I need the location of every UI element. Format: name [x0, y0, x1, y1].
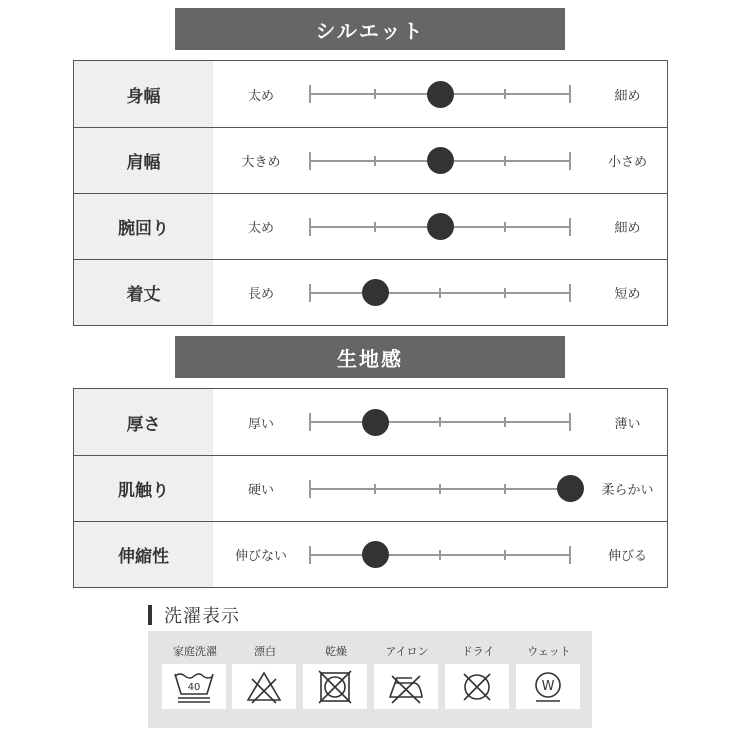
scale-right-label: 小さめ	[607, 155, 647, 170]
care-title-bar	[148, 605, 152, 625]
scale-left-label: 伸びない	[234, 549, 287, 564]
rating-scale	[310, 456, 570, 521]
rating-scale	[310, 194, 570, 259]
rating-marker	[427, 81, 454, 108]
care-label: ドライ	[461, 645, 495, 658]
care-label: ウェット	[527, 645, 571, 658]
rating-scale	[310, 522, 570, 587]
row-label: 肩幅	[74, 128, 213, 193]
row-label: 厚さ	[74, 389, 213, 455]
silhouette-row	[74, 193, 667, 259]
scale-tick	[439, 417, 441, 427]
scale-left-label: 厚い	[247, 416, 274, 432]
rating-marker	[362, 541, 389, 568]
scale-tick	[504, 550, 506, 560]
care-label: アイロン	[385, 645, 429, 658]
silhouette-title: シルエット	[175, 8, 565, 50]
no-iron-icon	[374, 664, 438, 709]
care-item-bleach	[232, 631, 298, 728]
care-item-wet-clean	[516, 631, 582, 728]
silhouette-row	[74, 259, 667, 325]
fabric-row	[74, 455, 667, 521]
scale-tick	[374, 156, 376, 166]
scale-left-label: 大きめ	[241, 155, 281, 170]
scale-tick	[374, 222, 376, 232]
rating-marker	[427, 147, 454, 174]
care-item-home-wash	[162, 631, 228, 728]
scale-tick	[569, 546, 571, 564]
rating-scale	[310, 61, 570, 127]
care-symbols-panel	[148, 631, 592, 728]
scale-right-label: 薄い	[614, 416, 641, 432]
care-section-header	[148, 603, 240, 627]
scale-tick	[309, 480, 311, 498]
scale-tick	[569, 284, 571, 302]
scale-tick	[374, 89, 376, 99]
row-label: 肌触り	[74, 456, 213, 521]
scale-right-label: 短め	[614, 287, 641, 302]
fabric-row	[74, 521, 667, 587]
rating-marker	[362, 409, 389, 436]
scale-left-label: 硬い	[247, 483, 274, 498]
scale-tick	[309, 152, 311, 170]
no-tumble-dry-icon	[303, 664, 367, 709]
rating-scale	[310, 260, 570, 325]
scale-left-label: 太め	[247, 221, 274, 236]
scale-tick	[309, 218, 311, 236]
silhouette-row	[74, 127, 667, 193]
no-bleach-icon	[232, 664, 296, 709]
scale-tick	[439, 288, 441, 298]
rating-marker	[557, 475, 584, 502]
scale-right-label: 細め	[614, 88, 641, 104]
row-label: 腕回り	[74, 194, 213, 259]
row-label: 伸縮性	[74, 522, 213, 587]
scale-tick	[309, 85, 311, 103]
scale-tick	[309, 413, 311, 431]
care-item-iron	[374, 631, 440, 728]
scale-tick	[504, 288, 506, 298]
scale-tick	[374, 484, 376, 494]
care-title: 洗濯表示	[164, 606, 240, 627]
rating-marker	[427, 213, 454, 240]
rating-scale	[310, 389, 570, 455]
scale-tick	[504, 417, 506, 427]
scale-tick	[504, 156, 506, 166]
scale-left-label: 太め	[247, 88, 274, 104]
scale-right-label: 細め	[614, 221, 641, 236]
wet-clean-letter: W	[541, 678, 555, 694]
no-dry-clean-icon	[445, 664, 509, 709]
scale-tick	[439, 550, 441, 560]
scale-tick	[439, 484, 441, 494]
scale-tick	[504, 484, 506, 494]
fabric-title: 生地感	[175, 336, 565, 378]
wash-temperature: 40	[187, 681, 201, 693]
scale-tick	[309, 284, 311, 302]
scale-tick	[569, 218, 571, 236]
silhouette-row	[74, 61, 667, 127]
row-label: 身幅	[74, 61, 213, 127]
care-item-dry	[303, 631, 369, 728]
wash-tub-40-icon	[162, 664, 226, 709]
fabric-table	[73, 388, 668, 588]
row-label: 着丈	[74, 260, 213, 325]
care-label: 家庭洗濯	[173, 645, 217, 658]
care-label: 漂白	[254, 645, 276, 658]
scale-right-label: 伸びる	[607, 549, 647, 564]
fabric-row	[74, 389, 667, 455]
scale-tick	[309, 546, 311, 564]
scale-left-label: 長め	[247, 287, 274, 302]
silhouette-table	[73, 60, 668, 326]
wet-clean-icon	[516, 664, 580, 709]
care-item-dry-clean	[445, 631, 511, 728]
scale-tick	[569, 152, 571, 170]
care-label: 乾燥	[325, 645, 347, 658]
rating-scale	[310, 128, 570, 193]
scale-tick	[569, 413, 571, 431]
scale-tick	[504, 89, 506, 99]
rating-marker	[362, 279, 389, 306]
scale-tick	[569, 85, 571, 103]
scale-tick	[504, 222, 506, 232]
scale-right-label: 柔らかい	[601, 483, 654, 498]
